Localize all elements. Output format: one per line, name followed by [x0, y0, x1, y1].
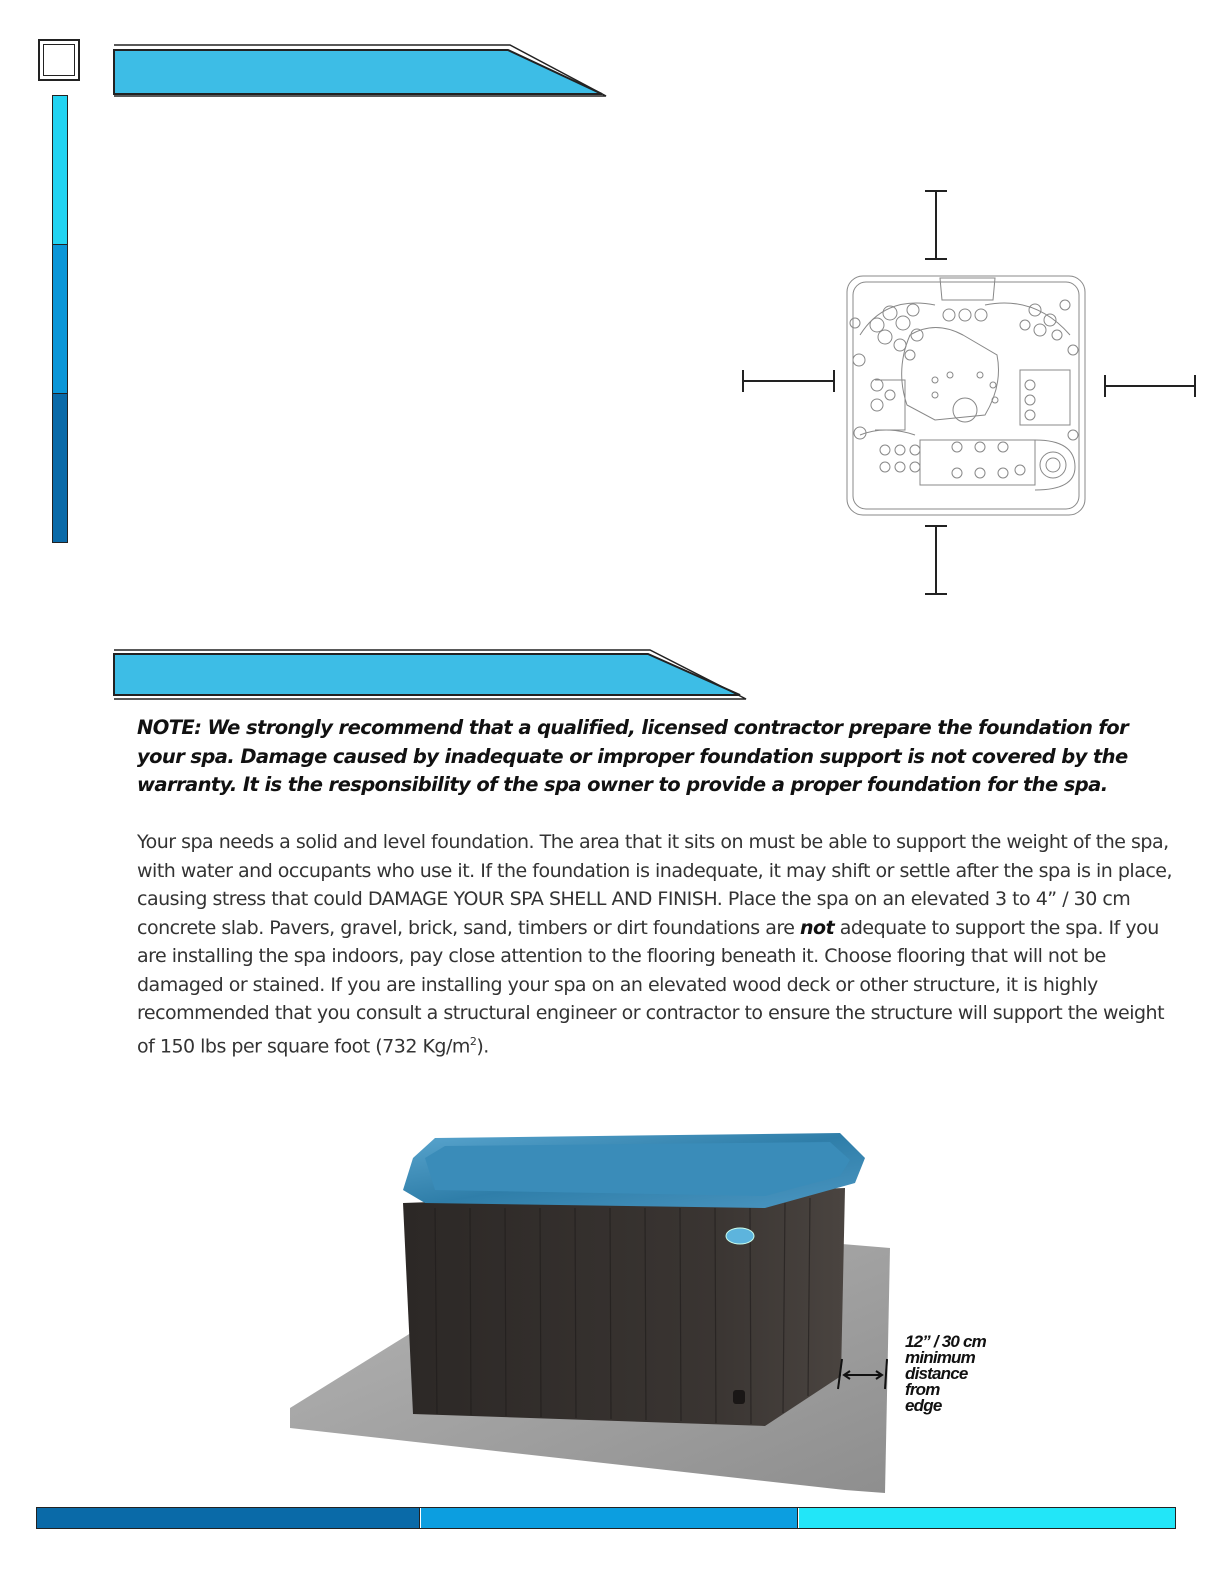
footer-bar-dark [37, 1508, 420, 1528]
paragraph-superscript: 2 [469, 1034, 477, 1048]
callout-line-4: from [905, 1380, 940, 1399]
side-bar-mid [53, 245, 67, 394]
footer-bar-mid [421, 1508, 798, 1528]
footer-bar-light [799, 1508, 1175, 1528]
paragraph-emphasis: not [800, 916, 835, 939]
side-color-bar [52, 95, 68, 543]
foundation-note [137, 714, 1167, 800]
callout-line-1: 12” / 30 cm [905, 1332, 986, 1351]
spa-top-view-diagram [735, 185, 1205, 600]
page-corner-box [38, 39, 80, 81]
callout-line-3: distance [905, 1364, 968, 1383]
note-text: We strongly recommend that a qualified, licensed contractor prepare the foundation for your spa. Damage caused by inadequate or improper foundation support is not covered by the warranty. It is the responsibility of the spa owner to provide a proper foundation for the spa. [137, 716, 1129, 796]
paragraph-part-2: adequate to support the spa. If you are installing the spa indoors, pay close attention to the flooring beneath it. Choose flooring that will not be damaged or stained. If you are installing your spa on an elevated wood deck or other structure, it is highly recommended that you consult a structural engineer or contractor to ensure the structure will support the weight of 150 lbs per square foot (732 Kg/m [137, 916, 1165, 1057]
paragraph-part-3: ). [476, 1034, 489, 1057]
spa-on-slab-photo [285, 1128, 910, 1498]
callout-line-5: edge [905, 1396, 942, 1415]
note-label: NOTE: [137, 716, 202, 739]
footer-color-bar [36, 1507, 1176, 1529]
foundation-paragraph [137, 828, 1177, 1060]
distance-arrow [832, 1355, 892, 1395]
section-banner-foundation [110, 645, 750, 705]
distance-callout [905, 1334, 986, 1414]
side-bar-dark [53, 394, 67, 542]
paragraph-part-1: Your spa needs a solid and level foundation. The area that it sits on must be able to support the weight of the spa, with water and occupants who use it. If the foundation is inadequate, it may shift or settle after the spa is in place, causing stress that could DAMAGE YOUR SPA SHELL AND FINISH. Place the spa on an elevated 3 to 4” / 30 cm concrete slab. Pavers, gravel, brick, sand, timbers or dirt foundations are [137, 831, 1173, 939]
section-banner-top [110, 40, 610, 100]
callout-line-2: minimum [905, 1348, 975, 1367]
side-bar-light [53, 96, 67, 245]
